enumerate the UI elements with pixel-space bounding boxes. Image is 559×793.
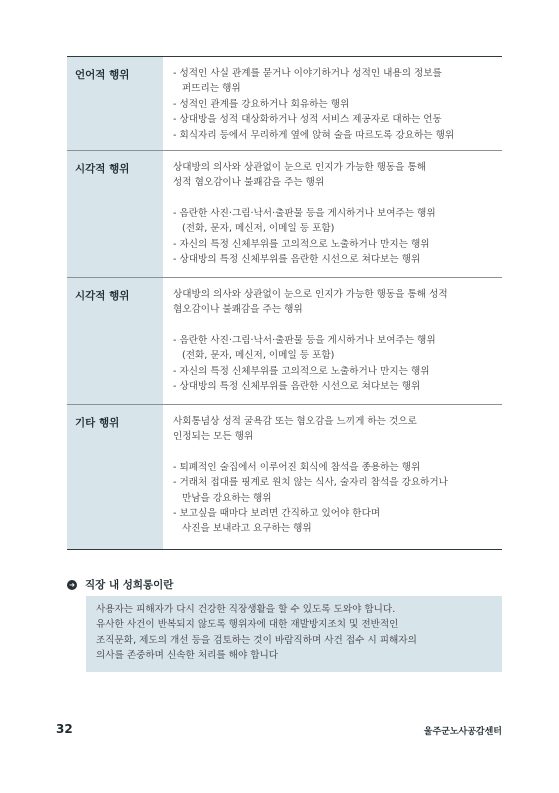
text-line: 사진을 보내라고 요구하는 행위 <box>182 523 312 535</box>
section-title: 직장 내 성희롱이란 <box>85 579 174 591</box>
text-line: 인정되는 모든 행위 <box>173 431 254 443</box>
row-content <box>163 57 502 150</box>
table-row <box>67 405 502 550</box>
text-line: 사용자는 피해자가 다시 건강한 직장생활을 할 수 있도록 도와야 합니다. <box>96 604 396 615</box>
arrow-circle-icon: ➜ <box>67 580 77 590</box>
text-line: 만남을 강요하는 행위 <box>182 492 272 504</box>
text-line: - 음란한 사진·그림·낙서·출판물 등을 게시하거나 보여주는 행위 <box>173 207 436 219</box>
table-row <box>67 278 502 405</box>
text-line: - 퇴폐적인 술집에서 이루어진 회식에 참석을 종용하는 행위 <box>173 461 421 473</box>
row-content <box>163 405 502 549</box>
text-line: (전화, 문자, 메신저, 이메일 등 포함) <box>182 223 335 235</box>
text-line: 상대방의 의사와 상관없이 눈으로 인지가 가능한 행동을 통해 <box>173 162 427 173</box>
text-line: - 자신의 특정 신체부위를 고의적으로 노출하거나 만지는 행위 <box>173 238 430 250</box>
text-line: 혐오감이나 불쾌감을 주는 행위 <box>173 304 303 316</box>
text-line: - 성적인 관계를 강요하거나 회유하는 행위 <box>173 98 350 110</box>
text-line: 유사한 사건이 반복되지 않도록 행위자에 대한 재발방지조치 및 전반적인 <box>96 619 399 631</box>
text-line: 사회통념상 성적 굴욕감 또는 혐오감을 느끼게 하는 것으로 <box>173 416 417 427</box>
text-line: 상대방의 의사와 상관없이 눈으로 인지가 가능한 행동을 통해 성적 <box>173 289 448 300</box>
text-line: - 보고싶을 때마다 보려면 간직하고 있어야 한다며 <box>173 508 381 520</box>
row-heading: 기타 행위 <box>67 405 163 549</box>
text-line: - 상대방의 특정 신체부위를 음란한 시선으로 쳐다보는 행위 <box>173 381 421 393</box>
text-line: (전화, 문자, 메신저, 이메일 등 포함) <box>182 350 335 362</box>
text-line: - 자신의 특정 신체부위를 고의적으로 노출하거나 만지는 행위 <box>173 365 430 377</box>
info-box <box>86 596 502 672</box>
text-line: - 거래처 접대를 핑계로 원치 않는 식사, 술자리 참석을 강요하거나 <box>173 477 448 489</box>
text-line: - 상대방을 성적 대상화하거나 성적 서비스 제공자로 대하는 언동 <box>173 114 442 126</box>
text-line: - 상대방의 특정 신체부위를 음란한 시선으로 쳐다보는 행위 <box>173 254 421 266</box>
text-line: 퍼뜨리는 행위 <box>182 83 241 95</box>
harassment-types-table <box>67 56 502 550</box>
table-row <box>67 151 502 278</box>
page-number: 32 <box>56 722 73 736</box>
text-line: - 음란한 사진·그림·낙서·출판물 등을 게시하거나 보여주는 행위 <box>173 334 436 346</box>
row-content <box>163 278 502 404</box>
text-line: - 회식자리 등에서 무리하게 옆에 앉혀 술을 따르도록 강요하는 행위 <box>173 129 455 141</box>
text-line: 의사를 존중하며 신속한 처리를 해야 합니다 <box>96 650 279 662</box>
row-heading: 시각적 행위 <box>67 151 163 277</box>
text-line: 성적 혐오감이나 불쾌감을 주는 행위 <box>173 177 325 189</box>
row-content <box>163 151 502 277</box>
section-header <box>67 577 173 592</box>
organization-name: 울주군노사공감센터 <box>423 727 502 737</box>
table-row <box>67 57 502 151</box>
text-line: 조직문화, 제도의 개선 등을 검토하는 것이 바람직하며 사건 접수 시 피해자의 <box>96 634 417 646</box>
text-line: - 성적인 사실 관계를 묻거나 이야기하거나 성적인 내용의 정보를 <box>173 68 442 79</box>
row-heading: 언어적 행위 <box>67 57 163 150</box>
row-heading: 시각적 행위 <box>67 278 163 404</box>
